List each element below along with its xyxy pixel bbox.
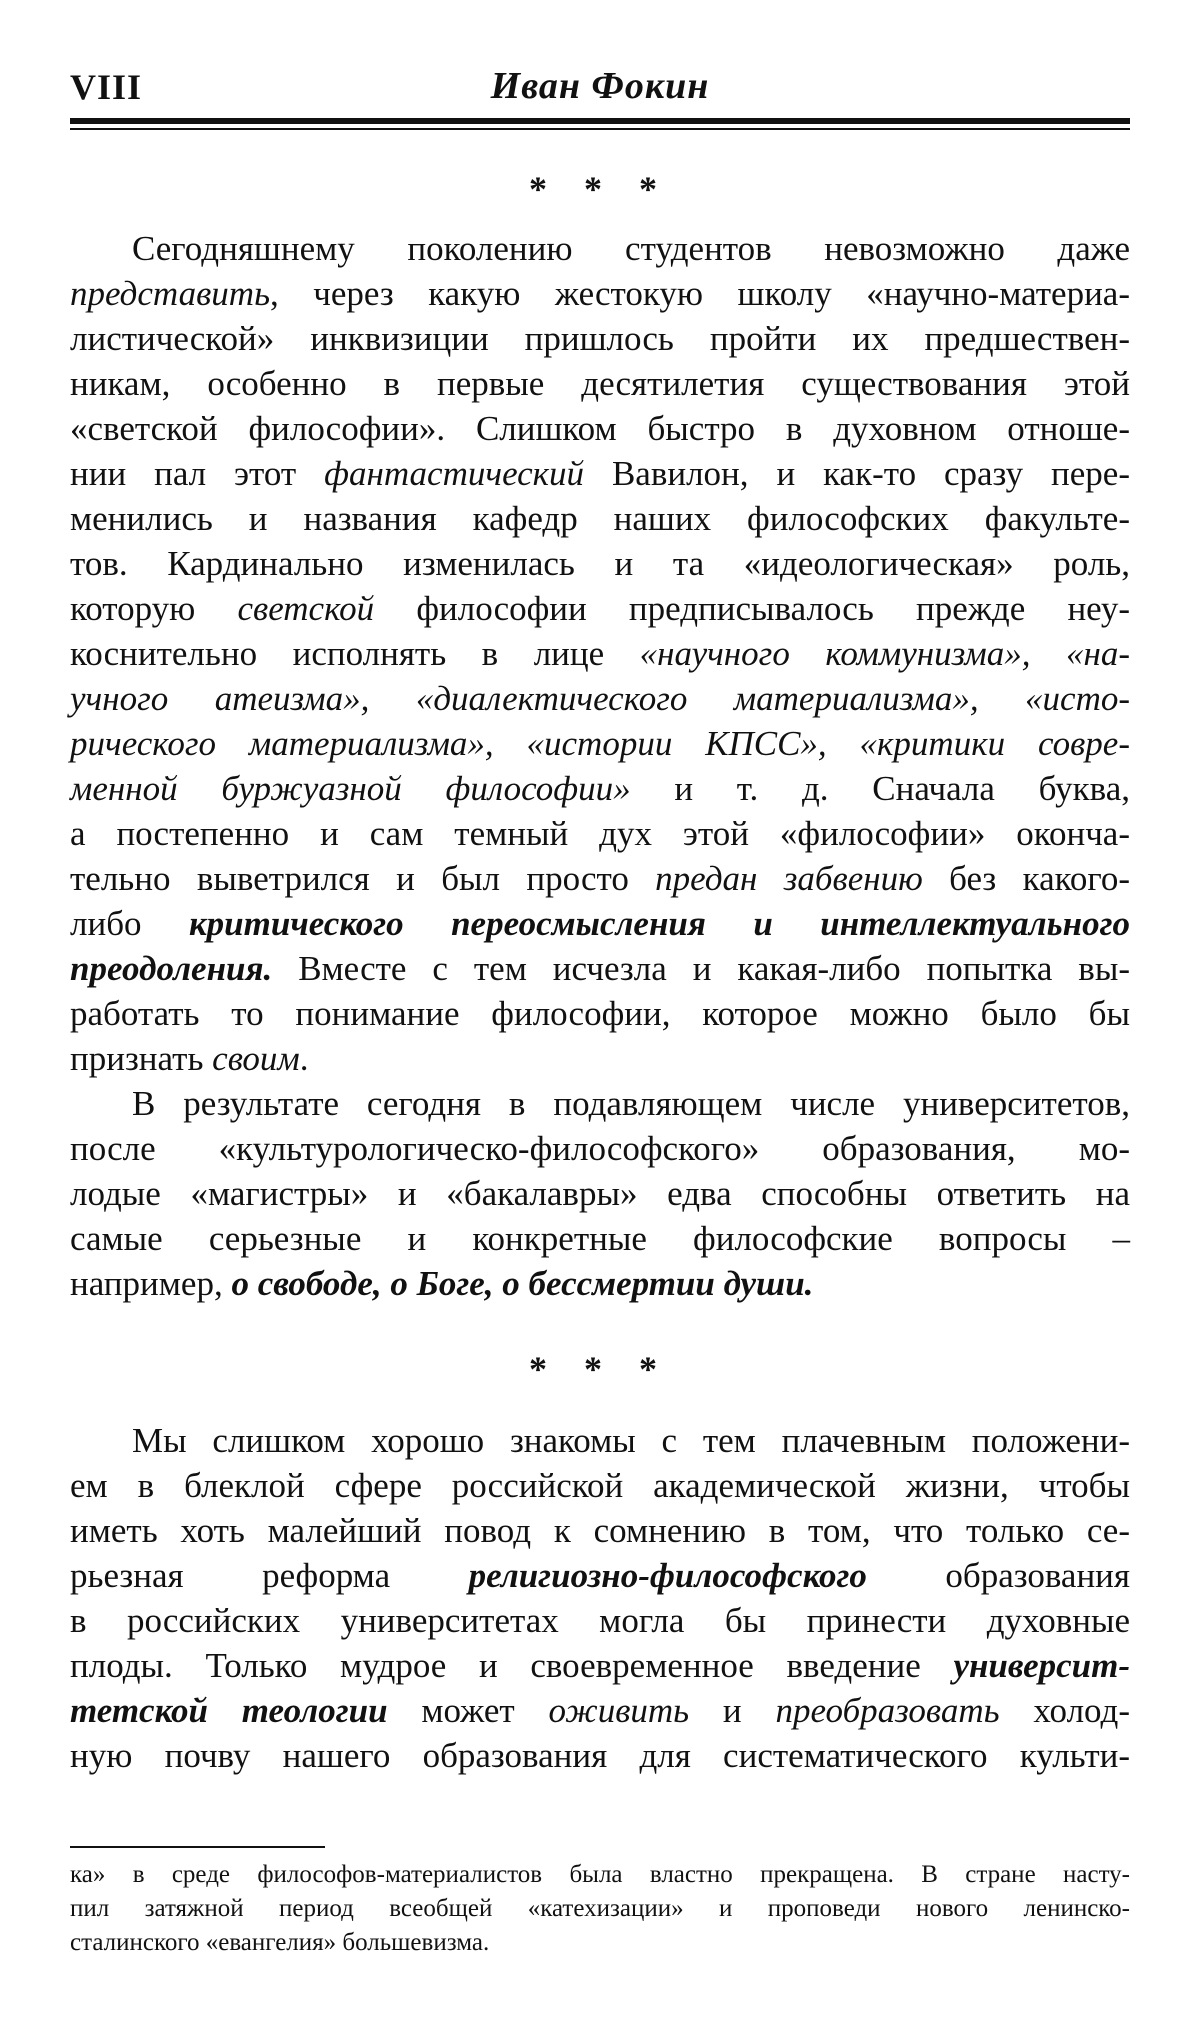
footnote-rule [70, 1846, 325, 1848]
text-line [70, 451, 1130, 496]
text-segment: о свободе, о Боге, о бессмертии души. [231, 1264, 814, 1303]
text-segment: Сегодняшнему поколению студентов невозможно даже [132, 229, 1130, 268]
text-segment: никам, особенно в первые десятилетия существования этой [70, 364, 1130, 403]
text-segment: . [299, 1039, 309, 1078]
text-segment: «научного коммунизма», «на- [639, 634, 1130, 673]
text-segment: и т. д. Сначала буква, [630, 769, 1130, 808]
text-line [70, 1688, 1130, 1733]
text-segment: иметь хоть малейший повод к сомнению в том, что только се- [70, 1511, 1130, 1550]
footnote [70, 1858, 1130, 1960]
text-line [70, 946, 1130, 991]
text-segment: менной буржуазной философии» [70, 769, 631, 808]
text-line [70, 406, 1130, 451]
text-line [70, 811, 1130, 856]
text-line [70, 496, 1130, 541]
text-segment: тов. Кардинально изменилась и та «идеологическая» роль, [70, 544, 1130, 583]
text-segment: оживить [548, 1691, 690, 1730]
text-line [70, 1126, 1130, 1171]
text-segment: , через какую жестокую школу «научно-материа- [270, 274, 1130, 313]
text-line [70, 1733, 1130, 1778]
text-segment: Вавилон, и как-то сразу пере- [584, 454, 1130, 493]
text-segment: плоды. Только мудрое и своевременное введение [70, 1646, 954, 1685]
text-segment: в российских университетах могла бы принести духовные [70, 1601, 1130, 1640]
text-segment: а постепенно и сам темный дух этой «философии» оконча- [70, 814, 1130, 853]
text-segment: предан забвению [655, 859, 923, 898]
text-segment: работать то понимание философии, которое можно было бы [70, 994, 1130, 1033]
text-segment: тетской теологии [70, 1691, 388, 1730]
text-segment: ка» в среде философов-материалистов была властно прекращена. В стране насту- [70, 1861, 1130, 1888]
text-line [70, 1892, 1130, 1926]
text-line [70, 766, 1130, 811]
header-rule-thin [70, 128, 1130, 130]
section-separator: * * * [529, 1349, 671, 1389]
text-line [70, 541, 1130, 586]
text-segment: пил затяжной период всеобщей «катехизации» и проповеди нового ленинско- [70, 1895, 1130, 1922]
text-line [70, 676, 1130, 721]
text-line [70, 991, 1130, 1036]
text-segment: преобразовать [775, 1691, 1000, 1730]
text-segment: фантастический [324, 454, 585, 493]
text-segment: представить [70, 274, 271, 313]
text-line [70, 1418, 1130, 1463]
text-line [70, 1216, 1130, 1261]
text-line [70, 721, 1130, 766]
text-line [70, 1926, 1130, 1960]
running-title: Иван Фокин [490, 65, 710, 107]
text-segment: рьезная реформа [70, 1556, 469, 1595]
text-segment: холод- [999, 1691, 1130, 1730]
text-segment: философии предписывалось прежде неу- [374, 589, 1130, 628]
text-line [70, 1081, 1130, 1126]
section-1 [70, 226, 1130, 1306]
text-segment: Мы слишком хорошо знакомы с тем плачевным положени- [132, 1421, 1130, 1460]
text-line [70, 316, 1130, 361]
text-line [70, 226, 1130, 271]
text-line [70, 1261, 1130, 1306]
text-segment: В результате сегодня в подавляющем числе университетов, [132, 1084, 1130, 1123]
text-segment: своим [212, 1039, 300, 1078]
text-segment: которую [70, 589, 238, 628]
text-line [70, 1036, 1130, 1081]
text-segment: преодоления. [70, 949, 273, 988]
text-segment: критического переосмысления и интеллектуального [188, 904, 1130, 943]
text-line [70, 1553, 1130, 1598]
text-line [70, 361, 1130, 406]
text-segment: коснительно исполнять в лице [70, 634, 640, 673]
text-segment: религиозно-философского [468, 1556, 867, 1595]
text-line [70, 1643, 1130, 1688]
text-line [70, 1508, 1130, 1553]
header-rule [70, 118, 1130, 124]
text-segment: светской [237, 589, 375, 628]
text-segment: рического материализма», «истории КПСС», «критики совре- [70, 724, 1130, 763]
text-line [70, 1598, 1130, 1643]
text-line [70, 1171, 1130, 1216]
text-line [70, 1858, 1130, 1892]
section-2 [70, 1418, 1130, 1778]
text-segment: университ- [953, 1646, 1130, 1685]
text-segment: ную почву нашего образования для систематического культи- [70, 1736, 1130, 1775]
section-separator: * * * [529, 169, 671, 209]
text-line [70, 271, 1130, 316]
text-segment: учного атеизма», «диалектического материализма», «исто- [70, 679, 1130, 718]
text-segment: ем в блеклой сфере российской академической жизни, чтобы [70, 1466, 1130, 1505]
text-segment: лодые «магистры» и «бакалавры» едва способны ответить на [70, 1174, 1130, 1213]
text-segment: и [689, 1691, 776, 1730]
text-line [70, 901, 1130, 946]
text-line [70, 631, 1130, 676]
text-segment: образования [866, 1556, 1131, 1595]
text-line [70, 586, 1130, 631]
text-segment: сталинского «евангелия» большевизма. [70, 1929, 490, 1956]
text-segment: либо [70, 904, 189, 943]
text-segment: тельно выветрился и был просто [70, 859, 656, 898]
page-header [70, 62, 1130, 114]
text-line [70, 856, 1130, 901]
text-segment: «светской философии». Слишком быстро в духовном отноше- [70, 409, 1130, 448]
page-number: VIII [70, 67, 143, 107]
text-segment: самые серьезные и конкретные философские вопросы – [70, 1219, 1130, 1258]
text-segment: может [387, 1691, 549, 1730]
text-segment: после «культурологическо-философского» образования, мо- [70, 1129, 1130, 1168]
text-segment: например, [70, 1264, 232, 1303]
text-segment: без какого- [922, 859, 1130, 898]
text-segment: листической» инквизиции пришлось пройти их предшествен- [70, 319, 1130, 358]
text-segment: нии пал этот [70, 454, 325, 493]
text-segment: Вместе с тем исчезла и какая-либо попытка вы- [272, 949, 1130, 988]
text-line [70, 1463, 1130, 1508]
text-segment: признать [70, 1039, 213, 1078]
text-segment: менились и названия кафедр наших философских факульте- [70, 499, 1130, 538]
